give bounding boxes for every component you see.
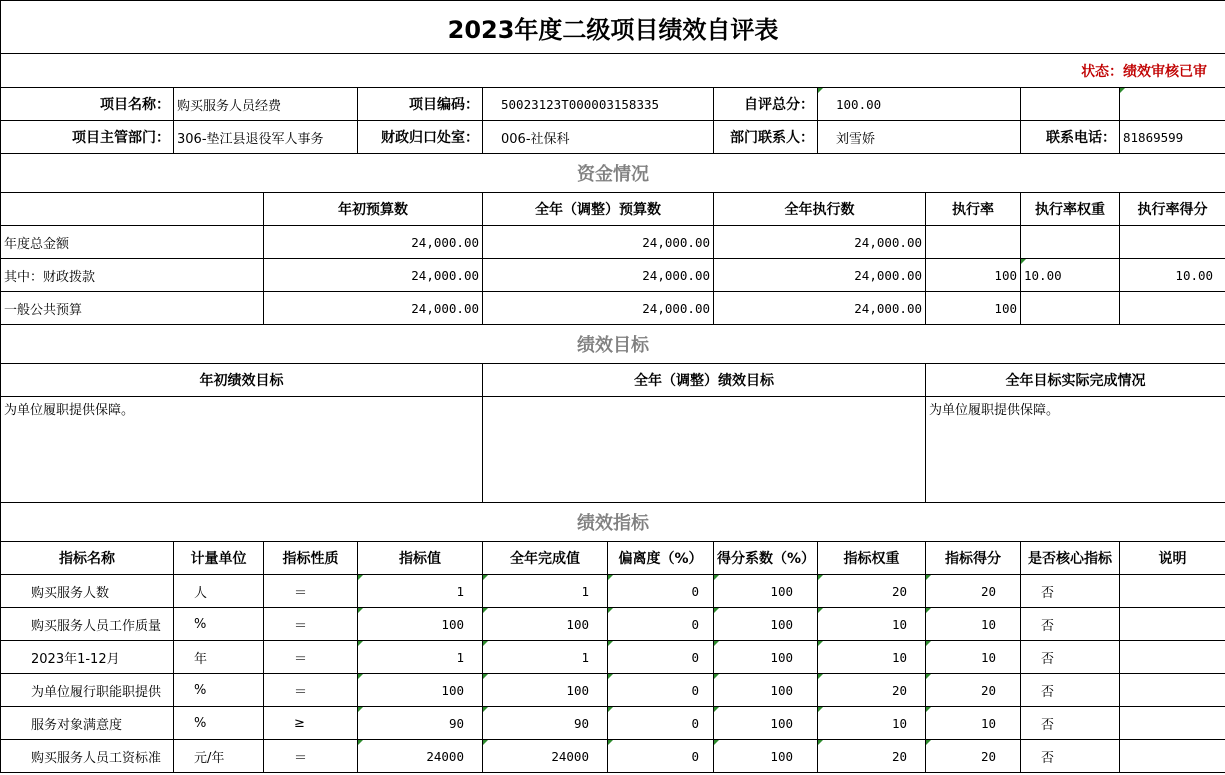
fund-initial[interactable]: 24,000.00: [264, 226, 483, 259]
table-row: [1, 641, 1225, 674]
finance-office-value[interactable]: 006-社保科: [483, 121, 714, 154]
fund-executed[interactable]: 24,000.00: [714, 226, 926, 259]
indicator-value[interactable]: 24000: [358, 740, 483, 773]
indicator-coefficient[interactable]: 100: [714, 740, 818, 773]
project-code-label: 项目编码：: [358, 88, 483, 121]
funds-header: 执行率权重: [1021, 193, 1120, 226]
indicator-done[interactable]: 1: [483, 575, 608, 608]
empty-cell[interactable]: [1120, 88, 1225, 121]
table-row: [1, 608, 1225, 641]
indicator-deviation[interactable]: 0: [608, 641, 714, 674]
indicator-score[interactable]: 20: [926, 575, 1021, 608]
empty-cell[interactable]: [1021, 88, 1120, 121]
table-row: [1, 740, 1225, 773]
fund-row-name: 其中：财政拨款: [1, 259, 264, 292]
indicator-core[interactable]: 否: [1021, 641, 1120, 674]
indicator-done[interactable]: 100: [483, 674, 608, 707]
dept-label: 项目主管部门：: [1, 121, 174, 154]
indicator-header: 说明: [1120, 542, 1225, 575]
indicator-note[interactable]: [1120, 641, 1225, 674]
funds-header-empty: [1, 193, 264, 226]
indicator-score[interactable]: 20: [926, 740, 1021, 773]
indicator-unit[interactable]: 年: [174, 641, 264, 674]
indicator-header: 计量单位: [174, 542, 264, 575]
indicator-nature[interactable]: ＝: [264, 740, 358, 773]
goals-header: 全年（调整）绩效目标: [483, 364, 926, 397]
indicator-unit[interactable]: %: [174, 608, 264, 641]
indicator-header: 偏离度（%）: [608, 542, 714, 575]
goals-header: 年初绩效目标: [1, 364, 483, 397]
funds-section-title: 资金情况: [1, 154, 1225, 193]
indicator-value[interactable]: 100: [358, 674, 483, 707]
fund-executed[interactable]: 24,000.00: [714, 259, 926, 292]
fund-adjusted[interactable]: 24,000.00: [483, 292, 714, 325]
goal-adjusted[interactable]: [483, 397, 926, 503]
status-badge: 状态：绩效审核已审: [1, 54, 1225, 88]
fund-weight[interactable]: [1021, 292, 1120, 325]
fund-score[interactable]: 10.00: [1120, 259, 1225, 292]
fund-weight[interactable]: 10.00: [1021, 259, 1120, 292]
indicator-deviation[interactable]: 0: [608, 575, 714, 608]
indicator-header: 指标得分: [926, 542, 1021, 575]
indicator-name: 购买服务人员工资标准: [1, 740, 174, 773]
indicator-header: 是否核心指标: [1021, 542, 1120, 575]
indicator-note[interactable]: [1120, 674, 1225, 707]
funds-header: 全年（调整）预算数: [483, 193, 714, 226]
goals-section-title: 绩效目标: [1, 325, 1225, 364]
fund-adjusted[interactable]: 24,000.00: [483, 259, 714, 292]
indicator-score[interactable]: 20: [926, 674, 1021, 707]
table-row: [1, 674, 1225, 707]
indicator-nature[interactable]: ＝: [264, 575, 358, 608]
indicator-value[interactable]: 90: [358, 707, 483, 740]
fund-adjusted[interactable]: 24,000.00: [483, 226, 714, 259]
project-name-value[interactable]: 购买服务人员经费: [174, 88, 358, 121]
dept-value[interactable]: 306-垫江县退役军人事务: [174, 121, 358, 154]
indicator-note[interactable]: [1120, 740, 1225, 773]
fund-score[interactable]: [1120, 226, 1225, 259]
table-row: [1, 707, 1225, 740]
fund-initial[interactable]: 24,000.00: [264, 259, 483, 292]
indicator-name: 服务对象满意度: [1, 707, 174, 740]
indicator-deviation[interactable]: 0: [608, 740, 714, 773]
table-row: [1, 259, 1225, 292]
finance-office-label: 财政归口处室：: [358, 121, 483, 154]
indicator-header: 指标值: [358, 542, 483, 575]
indicator-header: 指标性质: [264, 542, 358, 575]
indicator-unit[interactable]: %: [174, 707, 264, 740]
fund-rate[interactable]: 100: [926, 292, 1021, 325]
indicator-core[interactable]: 否: [1021, 608, 1120, 641]
indicator-core[interactable]: 否: [1021, 674, 1120, 707]
goals-header: 全年目标实际完成情况: [926, 364, 1225, 397]
phone-value[interactable]: 81869599: [1120, 121, 1225, 154]
indicator-deviation[interactable]: 0: [608, 608, 714, 641]
funds-header: 全年执行数: [714, 193, 926, 226]
indicator-core[interactable]: 否: [1021, 740, 1120, 773]
indicator-nature[interactable]: ≥: [264, 707, 358, 740]
table-row: [1, 226, 1225, 259]
fund-score[interactable]: [1120, 292, 1225, 325]
fund-executed[interactable]: 24,000.00: [714, 292, 926, 325]
fund-weight[interactable]: [1021, 226, 1120, 259]
fund-initial[interactable]: 24,000.00: [264, 292, 483, 325]
indicator-coefficient[interactable]: 100: [714, 575, 818, 608]
contact-label: 部门联系人：: [714, 121, 818, 154]
indicator-value[interactable]: 100: [358, 608, 483, 641]
indicator-nature[interactable]: ＝: [264, 608, 358, 641]
goal-actual[interactable]: 为单位履职提供保障。: [926, 397, 1225, 503]
indicators-section-title: 绩效指标: [1, 503, 1225, 542]
indicator-coefficient[interactable]: 100: [714, 608, 818, 641]
indicator-name: 2023年1-12月: [1, 641, 174, 674]
indicator-weight[interactable]: 10: [818, 707, 926, 740]
score-total-value[interactable]: 100.00: [818, 88, 1021, 121]
contact-value[interactable]: 刘雪娇: [818, 121, 1021, 154]
funds-header: 年初预算数: [264, 193, 483, 226]
indicator-weight[interactable]: 10: [818, 608, 926, 641]
indicator-header: 指标权重: [818, 542, 926, 575]
indicator-name: 为单位履行职能职提供: [1, 674, 174, 707]
funds-header: 执行率: [926, 193, 1021, 226]
indicator-unit[interactable]: 元/年: [174, 740, 264, 773]
indicator-score[interactable]: 10: [926, 641, 1021, 674]
indicator-name: 购买服务人数: [1, 575, 174, 608]
indicator-header: 指标名称: [1, 542, 174, 575]
page-title: 2023年度二级项目绩效自评表: [1, 1, 1225, 54]
fund-rate[interactable]: 100: [926, 259, 1021, 292]
indicator-note[interactable]: [1120, 707, 1225, 740]
indicator-value[interactable]: 1: [358, 641, 483, 674]
table-row: [1, 292, 1225, 325]
indicator-note[interactable]: [1120, 608, 1225, 641]
indicator-score[interactable]: 10: [926, 608, 1021, 641]
funds-header: 执行率得分: [1120, 193, 1225, 226]
indicator-name: 购买服务人员工作质量: [1, 608, 174, 641]
indicator-nature[interactable]: ＝: [264, 641, 358, 674]
indicator-note[interactable]: [1120, 575, 1225, 608]
indicator-unit[interactable]: %: [174, 674, 264, 707]
indicator-core[interactable]: 否: [1021, 707, 1120, 740]
fund-row-name: 一般公共预算: [1, 292, 264, 325]
indicator-done[interactable]: 1: [483, 641, 608, 674]
indicator-weight[interactable]: 10: [818, 641, 926, 674]
indicator-deviation[interactable]: 0: [608, 674, 714, 707]
project-code-value[interactable]: 50023123T000003158335: [483, 88, 714, 121]
indicator-score[interactable]: 10: [926, 707, 1021, 740]
indicator-coefficient[interactable]: 100: [714, 641, 818, 674]
indicator-header: 得分系数（%）: [714, 542, 818, 575]
phone-label: 联系电话：: [1021, 121, 1120, 154]
indicator-coefficient[interactable]: 100: [714, 674, 818, 707]
goal-initial[interactable]: 为单位履职提供保障。: [1, 397, 483, 503]
indicator-coefficient[interactable]: 100: [714, 707, 818, 740]
indicator-weight[interactable]: 20: [818, 674, 926, 707]
indicator-deviation[interactable]: 0: [608, 707, 714, 740]
indicator-unit[interactable]: 人: [174, 575, 264, 608]
indicator-value[interactable]: 1: [358, 575, 483, 608]
project-name-label: 项目名称：: [1, 88, 174, 121]
indicator-weight[interactable]: 20: [818, 740, 926, 773]
indicator-done[interactable]: 90: [483, 707, 608, 740]
fund-rate[interactable]: [926, 226, 1021, 259]
indicator-done[interactable]: 100: [483, 608, 608, 641]
table-row: [1, 575, 1225, 608]
indicator-core[interactable]: 否: [1021, 575, 1120, 608]
indicator-header: 全年完成值: [483, 542, 608, 575]
indicator-nature[interactable]: ＝: [264, 674, 358, 707]
indicator-done[interactable]: 24000: [483, 740, 608, 773]
fund-row-name: 年度总金额: [1, 226, 264, 259]
score-total-label: 自评总分：: [714, 88, 818, 121]
indicator-weight[interactable]: 20: [818, 575, 926, 608]
